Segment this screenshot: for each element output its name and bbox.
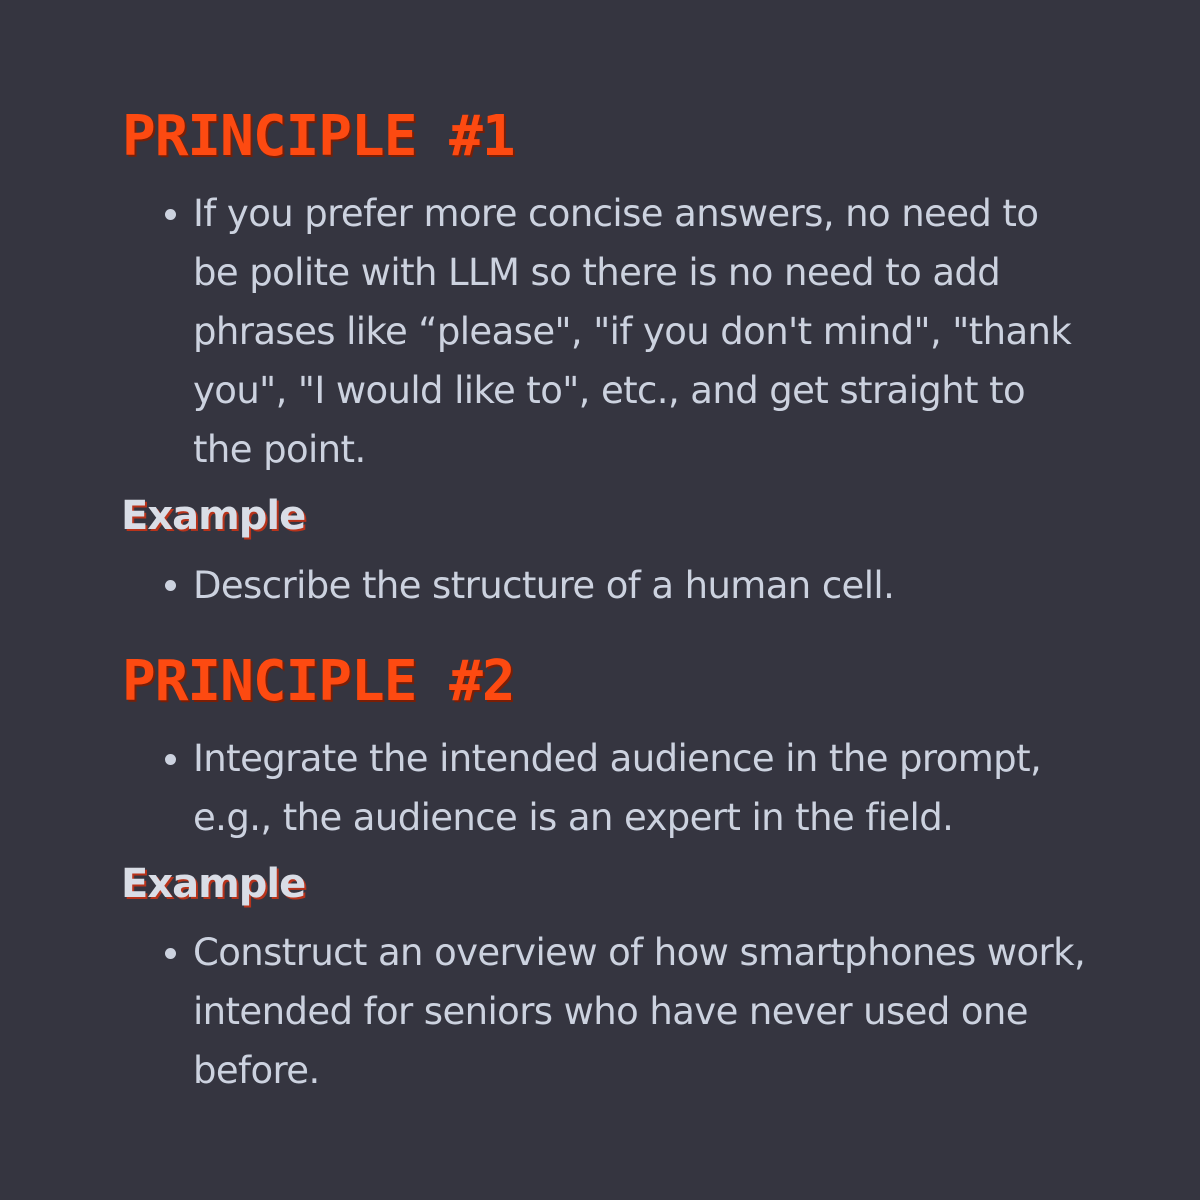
principle-2-heading: PRINCIPLE #2	[122, 649, 515, 714]
principle-2-example-label: Example	[121, 861, 306, 907]
principle-1-bullet: If you prefer more concise answers, no need to be polite with LLM so there is no need to add phrases like “please", "if you don't mind", "thank you", "I would like to", etc., and get straight to the point.	[193, 192, 1072, 471]
bullet-dot	[165, 209, 176, 220]
principle-2-example-bullet: Construct an overview of how smartphones work, intended for seniors who have never used one before.	[193, 931, 1086, 1092]
principle-1-example-bullet: Describe the structure of a human cell.	[193, 564, 895, 607]
bullet-dot	[165, 948, 176, 959]
bullet-dot	[165, 754, 176, 765]
bullet-dot	[165, 580, 176, 591]
principle-1-example-label: Example	[121, 493, 306, 539]
principle-2-bullet: Integrate the intended audience in the prompt, e.g., the audience is an expert in the field.	[193, 737, 1042, 839]
principle-1-heading: PRINCIPLE #1	[122, 104, 515, 169]
